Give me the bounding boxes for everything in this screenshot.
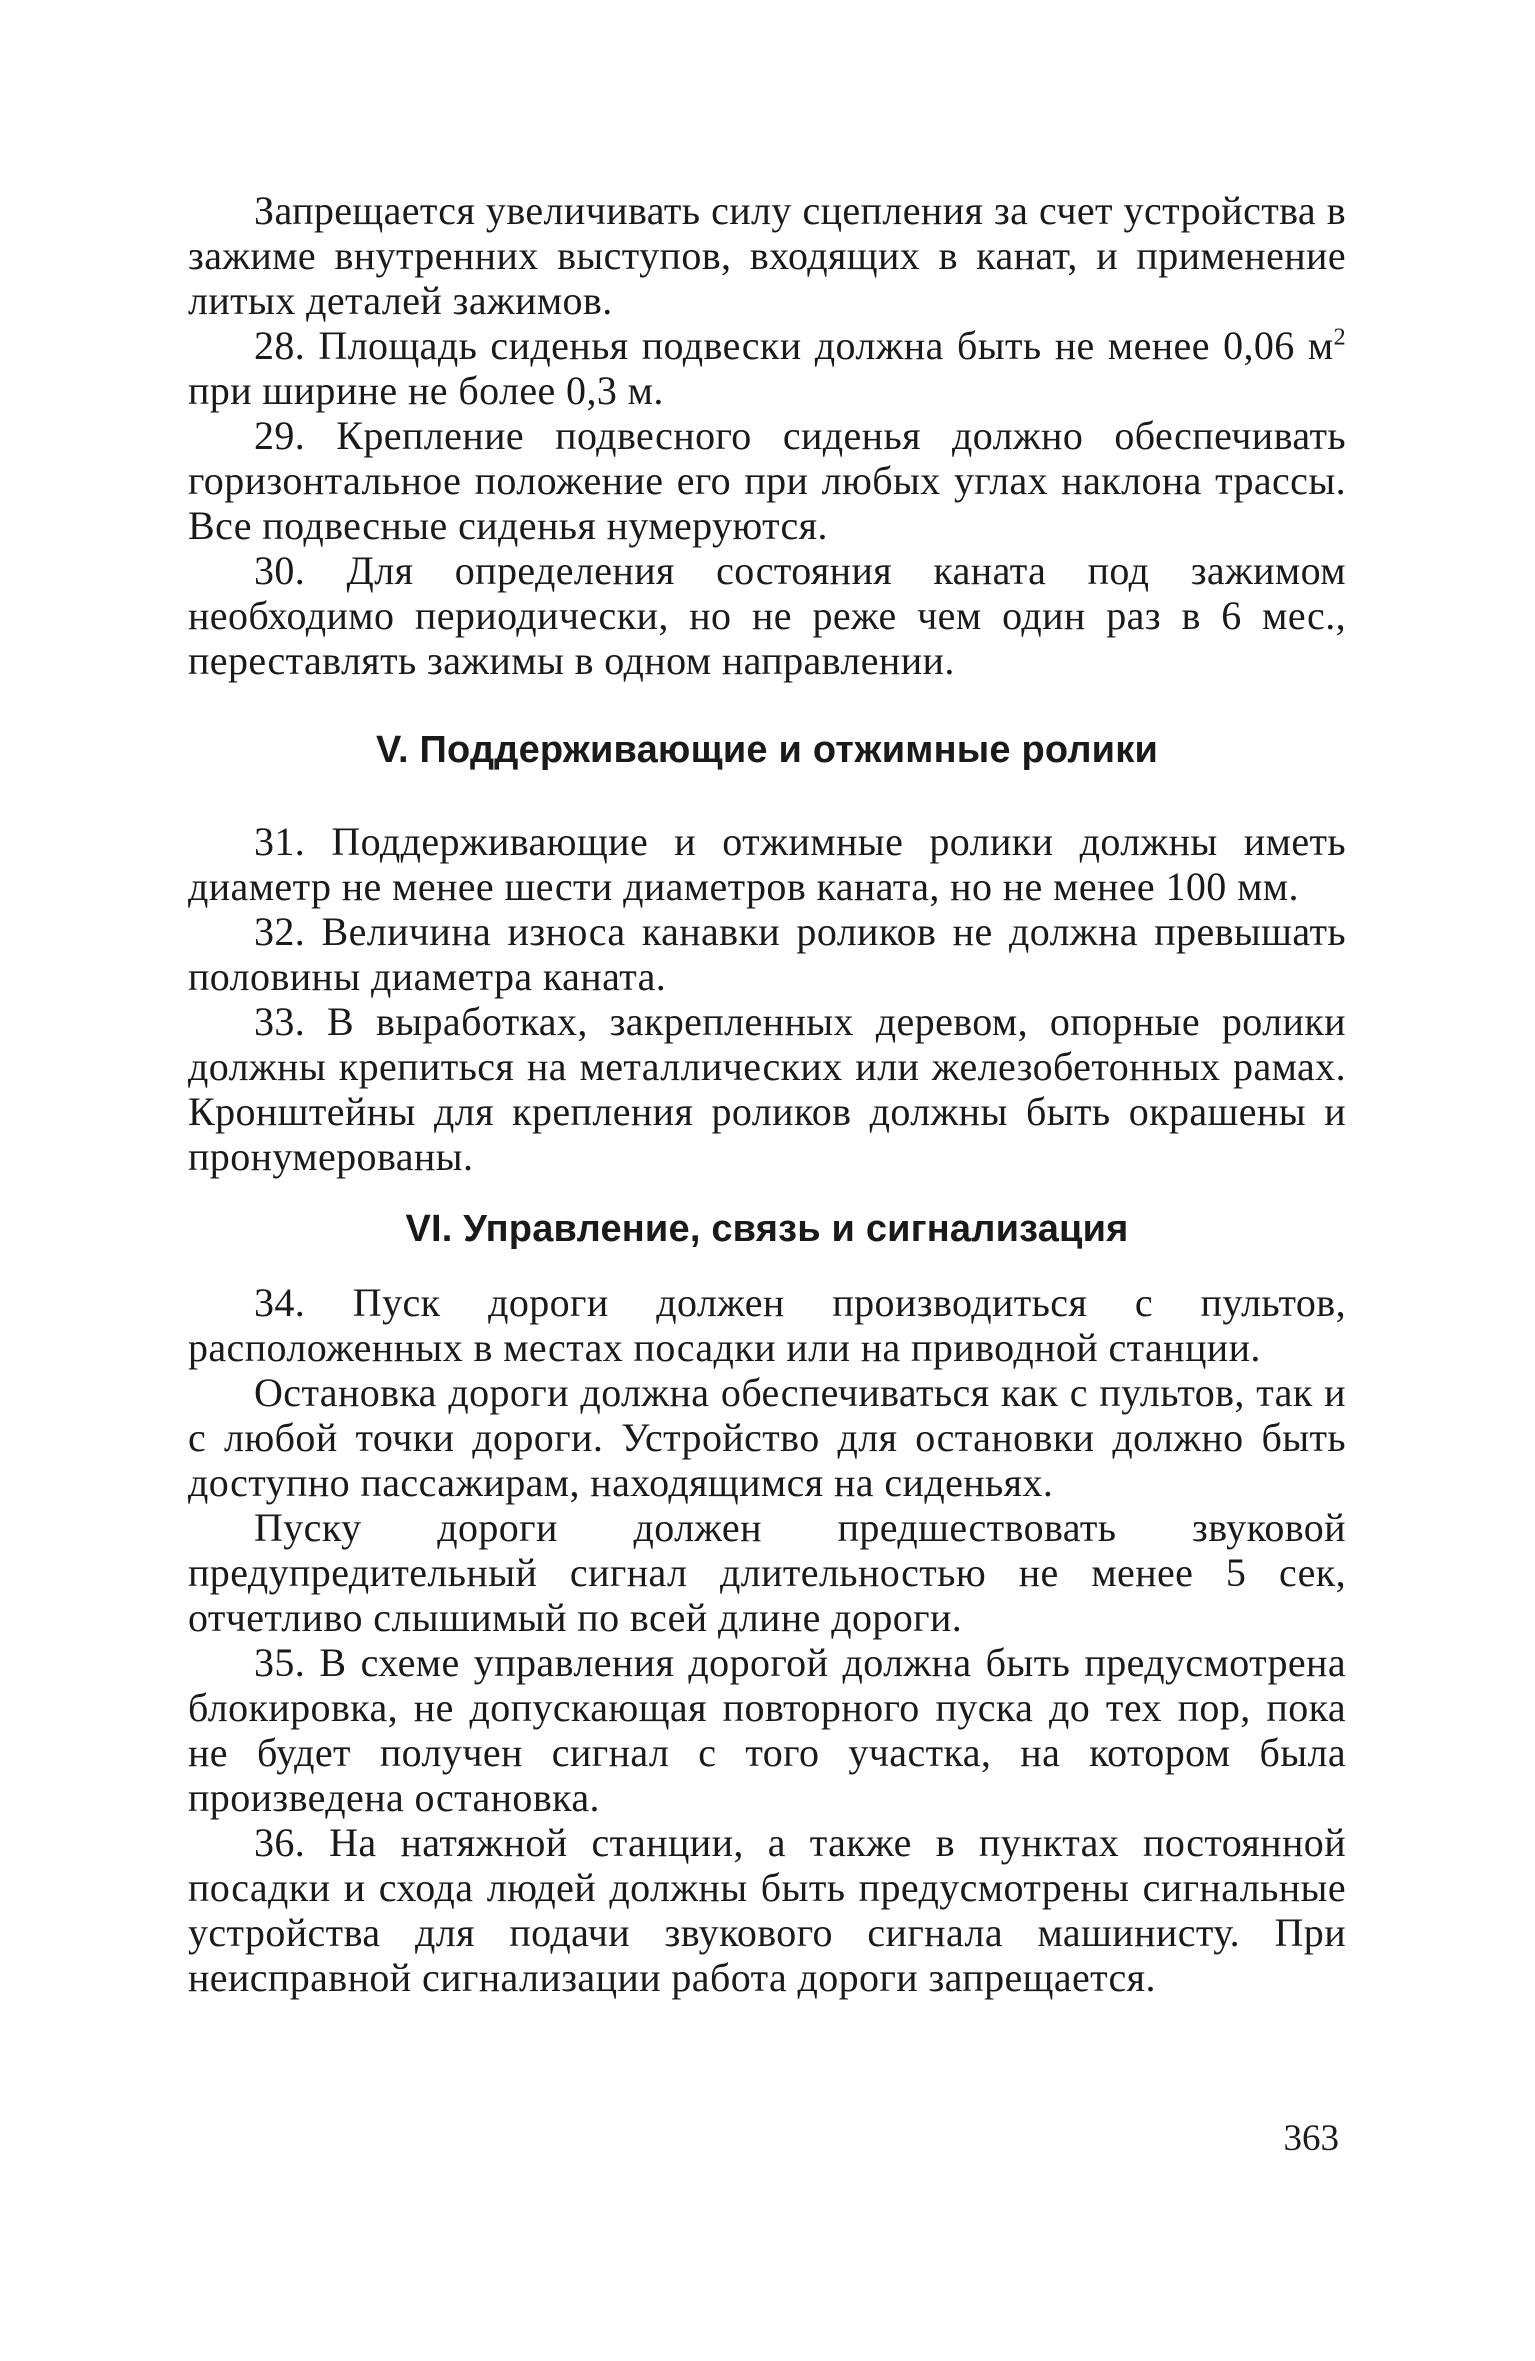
paragraph-30: 30. Для определения состояния каната под зажимом необходимо периодически, но не реже чем один раз в 6 мес., переставлять зажимы в одном направлении. [188,548,1346,683]
paragraph-31: 31. Поддерживающие и отжимные ролики должны иметь диаметр не менее шести диаметров каната, но не менее 100 мм. [188,819,1346,909]
superscript-2: 2 [1333,324,1346,351]
paragraph-32: 32. Величина износа канавки роликов не должна превышать половины диаметра каната. [188,909,1346,999]
section-heading-vi: VI. Управление, связь и сигнализация [405,1208,1129,1250]
paragraph-36: 36. На натяжной станции, а также в пунктах постоянной посадки и схода людей должны быть предусмотрены сигнальные устройства для подачи звукового сигнала машинисту. При неисправной сигнализации работа дороги запрещается. [188,1820,1346,2000]
section-heading-v: V. Поддерживающие и отжимные ролики [375,729,1159,771]
paragraph-34-signal: Пуску дороги должен предшествовать звуковой предупредительный сигнал длительностью не менее 5 сек, отчетливо слышимый по всей длине дороги. [188,1505,1346,1640]
paragraph-28-text: 28. Площадь сиденья подвески должна быть не менее 0,06 м [254,323,1334,368]
paragraph-29: 29. Крепление подвесного сиденья должно обеспечивать горизонтальное положение его при любых углах наклона трассы. Все подвесные сиденья нумеруются. [188,413,1346,548]
paragraph-33: 33. В выработках, закрепленных деревом, опорные ролики должны крепиться на металлических или железобетонных рамах. Кронштейны для крепления роликов должны быть окрашены и пронумерованы. [188,999,1346,1179]
paragraph-35: 35. В схеме управления дорогой должна быть предусмотрена блокировка, не допускающая повторного пуска до тех пор, пока не будет получен сигнал с того участка, на котором была произведена остановка. [188,1640,1346,1820]
paragraph-28 [188,323,1346,413]
paragraph-clamp-prohibition: Запрещается увеличивать силу сцепления за счет устройства в зажиме внутренних выступов, входящих в канат, и применение литых деталей зажимов. [188,188,1346,323]
paragraph-28-tail: при ширине не более 0,3 м. [188,368,664,413]
paragraph-34: 34. Пуск дороги должен производиться с пультов, расположенных в местах посадки или на приводной станции. [188,1280,1346,1370]
body-text [188,188,1346,2000]
paragraph-34-stop: Остановка дороги должна обеспечиваться как с пультов, так и с любой точки дороги. Устройство для остановки должно быть доступно пассажирам, находящимся на сиденьях. [188,1370,1346,1505]
page-number: 363 [1283,2118,1339,2159]
